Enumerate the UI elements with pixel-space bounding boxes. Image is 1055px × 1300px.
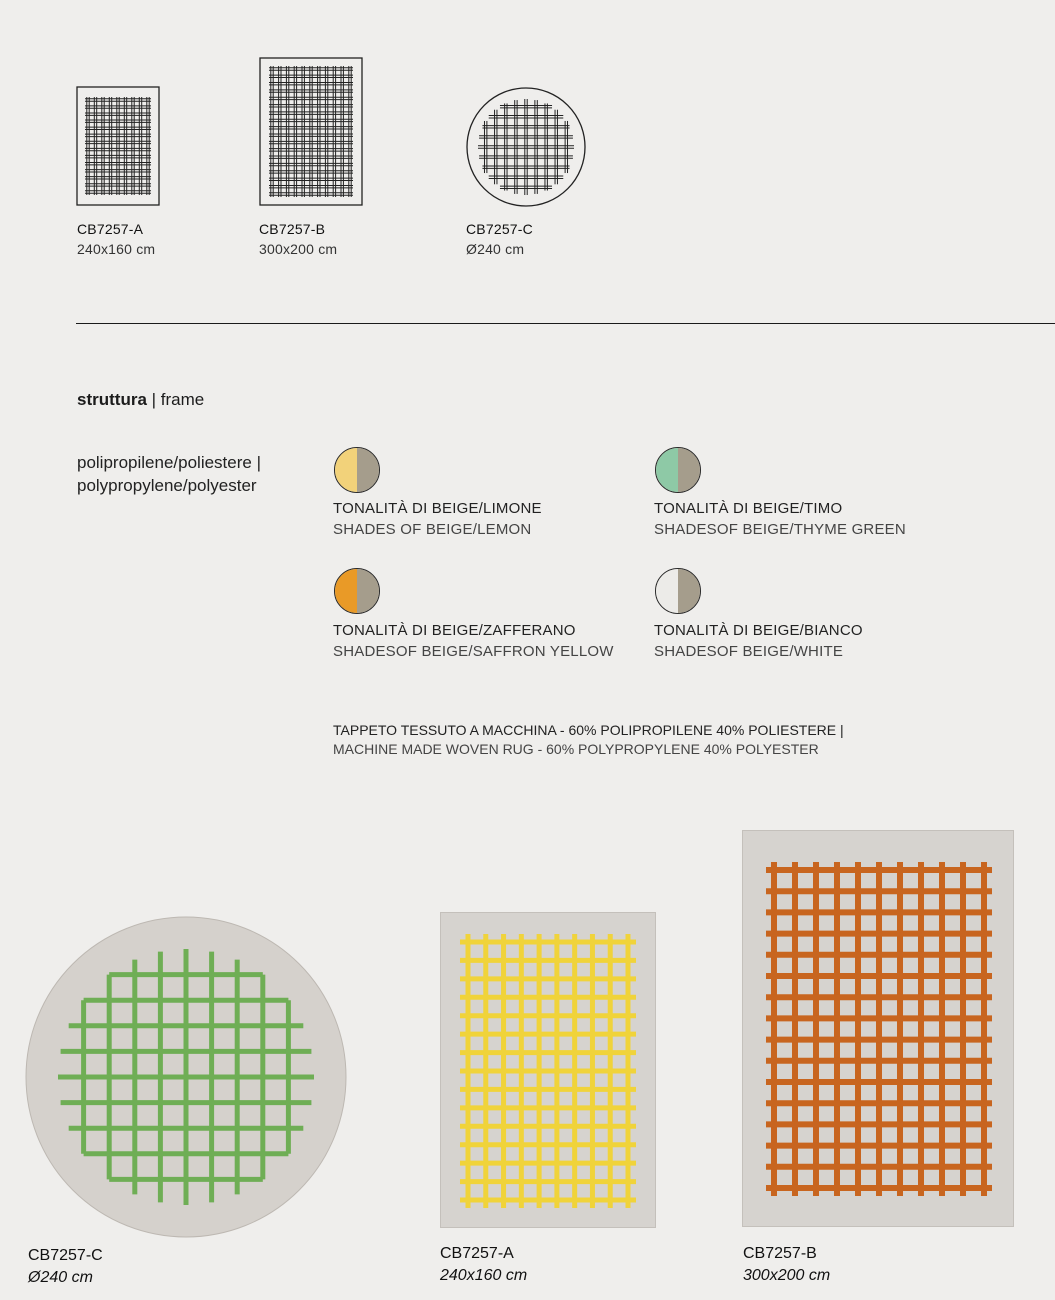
swatch-thyme-left xyxy=(656,448,678,492)
swatch-saffron-right xyxy=(357,569,379,613)
colour-saffron-it: TONALITÀ DI BEIGE/ZAFFERANO xyxy=(333,622,576,639)
drawing-b-size: 300x200 cm xyxy=(259,241,338,257)
colour-saffron xyxy=(333,620,614,662)
round-rug-image xyxy=(25,916,347,1238)
drawing-b-code: CB7257-B xyxy=(259,221,326,237)
line-drawing-b xyxy=(259,57,363,206)
swatch-saffron-left xyxy=(335,569,357,613)
material-en: polypropylene/polyester xyxy=(77,476,257,495)
swatch-saffron-icon xyxy=(334,568,380,614)
swatch-white-icon xyxy=(655,568,701,614)
colour-white xyxy=(654,620,863,662)
material-block xyxy=(77,451,261,497)
line-drawing-a xyxy=(76,86,160,206)
rug-c-drawing-icon xyxy=(465,86,587,208)
rug-a-drawing-icon xyxy=(76,86,160,206)
photo-rug-a xyxy=(440,912,656,1228)
swatch-thyme-right xyxy=(678,448,700,492)
photo-rug-b xyxy=(742,830,1014,1227)
colour-white-en: SHADESOF BEIGE/WHITE xyxy=(654,643,844,660)
colour-lemon xyxy=(333,498,542,540)
drawing-c-code: CB7257-C xyxy=(466,221,533,237)
section-divider xyxy=(76,323,1055,324)
photo-c-size: Ø240 cm xyxy=(28,1269,93,1286)
rect-rug-b-image xyxy=(742,830,1014,1227)
drawing-a-code: CB7257-A xyxy=(77,221,144,237)
photo-b-code: CB7257-B xyxy=(743,1245,817,1262)
swatch-white-left xyxy=(656,569,678,613)
swatch-lemon-icon xyxy=(334,447,380,493)
swatch-thyme-icon xyxy=(655,447,701,493)
colour-thyme-en: SHADESOF BEIGE/THYME GREEN xyxy=(654,521,906,538)
composition-en: MACHINE MADE WOVEN RUG - 60% POLYPROPYLENE 40% POLYESTER xyxy=(333,741,819,757)
composition-it: TAPPETO TESSUTO A MACCHINA - 60% POLIPROPILENE 40% POLIESTERE | xyxy=(333,722,844,738)
drawing-c-size: Ø240 cm xyxy=(466,241,525,257)
colour-thyme xyxy=(654,498,906,540)
rect-rug-a-image xyxy=(440,912,656,1228)
drawing-a-size: 240x160 cm xyxy=(77,241,156,257)
material-it: polipropilene/poliestere | xyxy=(77,453,261,472)
colour-thyme-it: TONALITÀ DI BEIGE/TIMO xyxy=(654,500,843,517)
colour-white-it: TONALITÀ DI BEIGE/BIANCO xyxy=(654,622,863,639)
rug-b-drawing-icon xyxy=(259,57,363,206)
frame-heading xyxy=(77,390,204,410)
photo-a-code: CB7257-A xyxy=(440,1245,514,1262)
swatch-white-right xyxy=(678,569,700,613)
photo-b-size: 300x200 cm xyxy=(743,1267,831,1284)
colour-saffron-en: SHADESOF BEIGE/SAFFRON YELLOW xyxy=(333,643,614,660)
frame-label-en: | frame xyxy=(151,390,205,409)
photo-c-code: CB7257-C xyxy=(28,1247,103,1264)
composition xyxy=(333,721,844,759)
swatch-lemon-right xyxy=(357,448,379,492)
line-drawing-c xyxy=(465,86,587,208)
photo-a-size: 240x160 cm xyxy=(440,1267,528,1284)
swatch-lemon-left xyxy=(335,448,357,492)
frame-label-it: struttura xyxy=(77,390,147,409)
photo-rug-c xyxy=(25,916,347,1238)
colour-lemon-it: TONALITÀ DI BEIGE/LIMONE xyxy=(333,500,542,517)
colour-lemon-en: SHADES OF BEIGE/LEMON xyxy=(333,521,532,538)
